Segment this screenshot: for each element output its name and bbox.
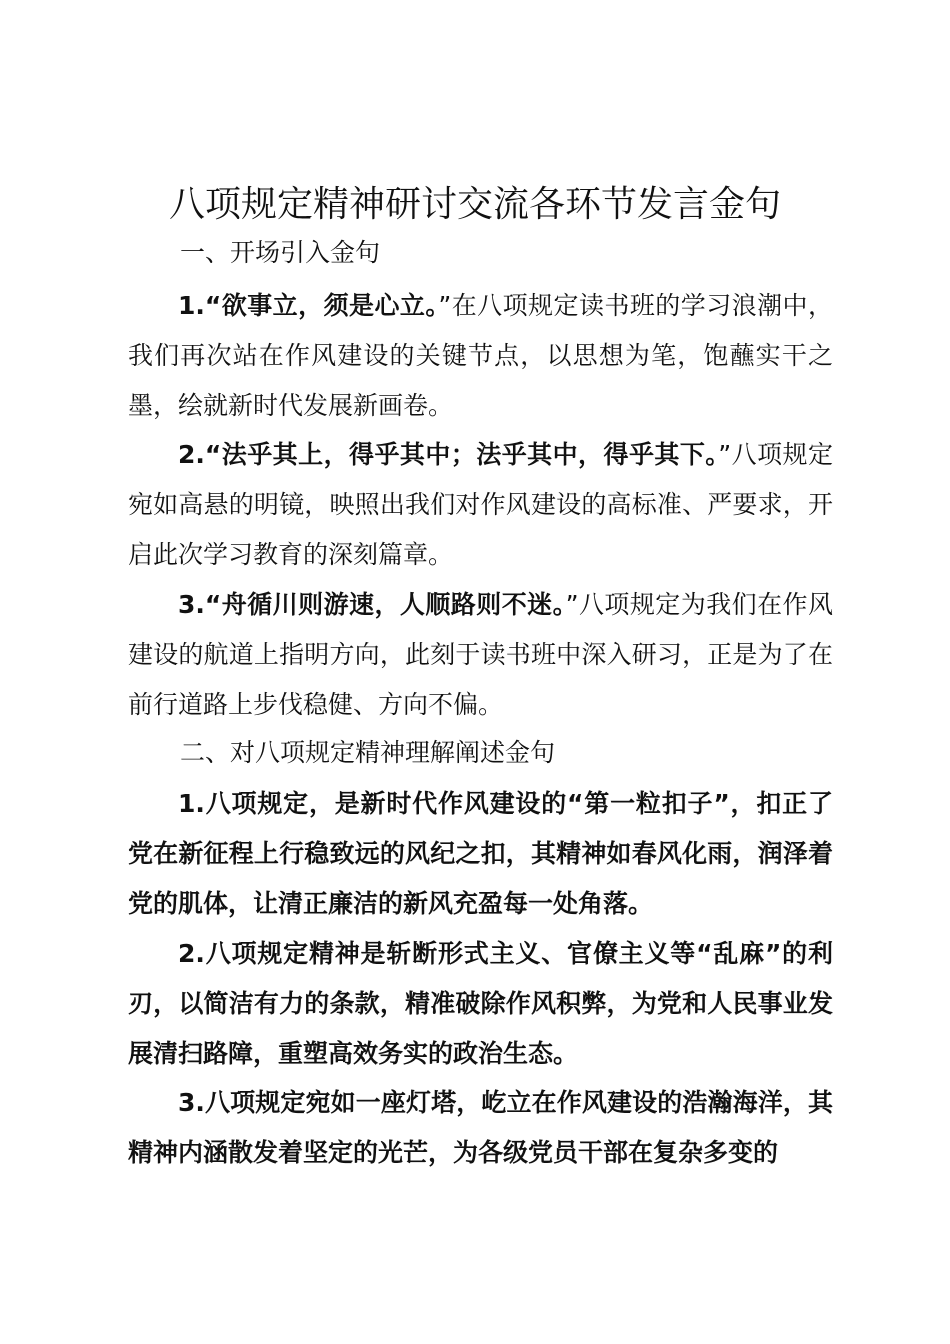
paragraph-opening-3 (128, 580, 833, 730)
paragraph-lead: 3.“舟循川则游速，人顺路则不迷。 (178, 590, 566, 619)
paragraph-lead: 2.“法乎其上，得乎其中；法乎其中，得乎其下。 (178, 440, 719, 469)
paragraph-lead: 1.“欲事立，须是心立。 (178, 291, 439, 320)
paragraph-understanding-2: 2.八项规定精神是斩断形式主义、官僚主义等“乱麻”的利刃，以简洁有力的条款，精准破除作风积弊，为党和人民事业发展清扫路障，重塑高效务实的政治生态。 (128, 939, 833, 1068)
section-heading-opening: 一、开场引入金句 (180, 238, 381, 267)
paragraph-body: ”八项规定为我们在作风建设的航道上指明方向，此刻于读书班中深入研习，正是为了在前行道路上步伐稳健、方向不偏。 (128, 590, 834, 719)
paragraph-understanding-3: 3.八项规定宛如一座灯塔，屹立在作风建设的浩瀚海洋，其精神内涵散发着坚定的光芒，为各级党员干部在复杂多变的 (128, 1088, 833, 1167)
paragraph-opening-2 (128, 430, 833, 580)
paragraph-body: ”八项规定宛如高悬的明镜，映照出我们对作风建设的高标准、严要求，开启此次学习教育的深刻篇章。 (128, 440, 833, 569)
paragraph-body: ”在八项规定读书班的学习浪潮中，我们再次站在作风建设的关键节点，以思想为笔，饱蘸实干之墨，绘就新时代发展新画卷。 (128, 291, 833, 420)
paragraph-opening-1 (128, 281, 833, 431)
paragraph-understanding-1: 1.八项规定，是新时代作风建设的“第一粒扣子”，扣正了党在新征程上行稳致远的风纪之扣，其精神如春风化雨，润泽着党的肌体，让清正廉洁的新风充盈每一处角落。 (128, 789, 833, 918)
section-heading-understanding: 二、对八项规定精神理解阐述金句 (180, 738, 556, 767)
document-title: 八项规定精神研讨交流各环节发言金句 (168, 184, 781, 225)
